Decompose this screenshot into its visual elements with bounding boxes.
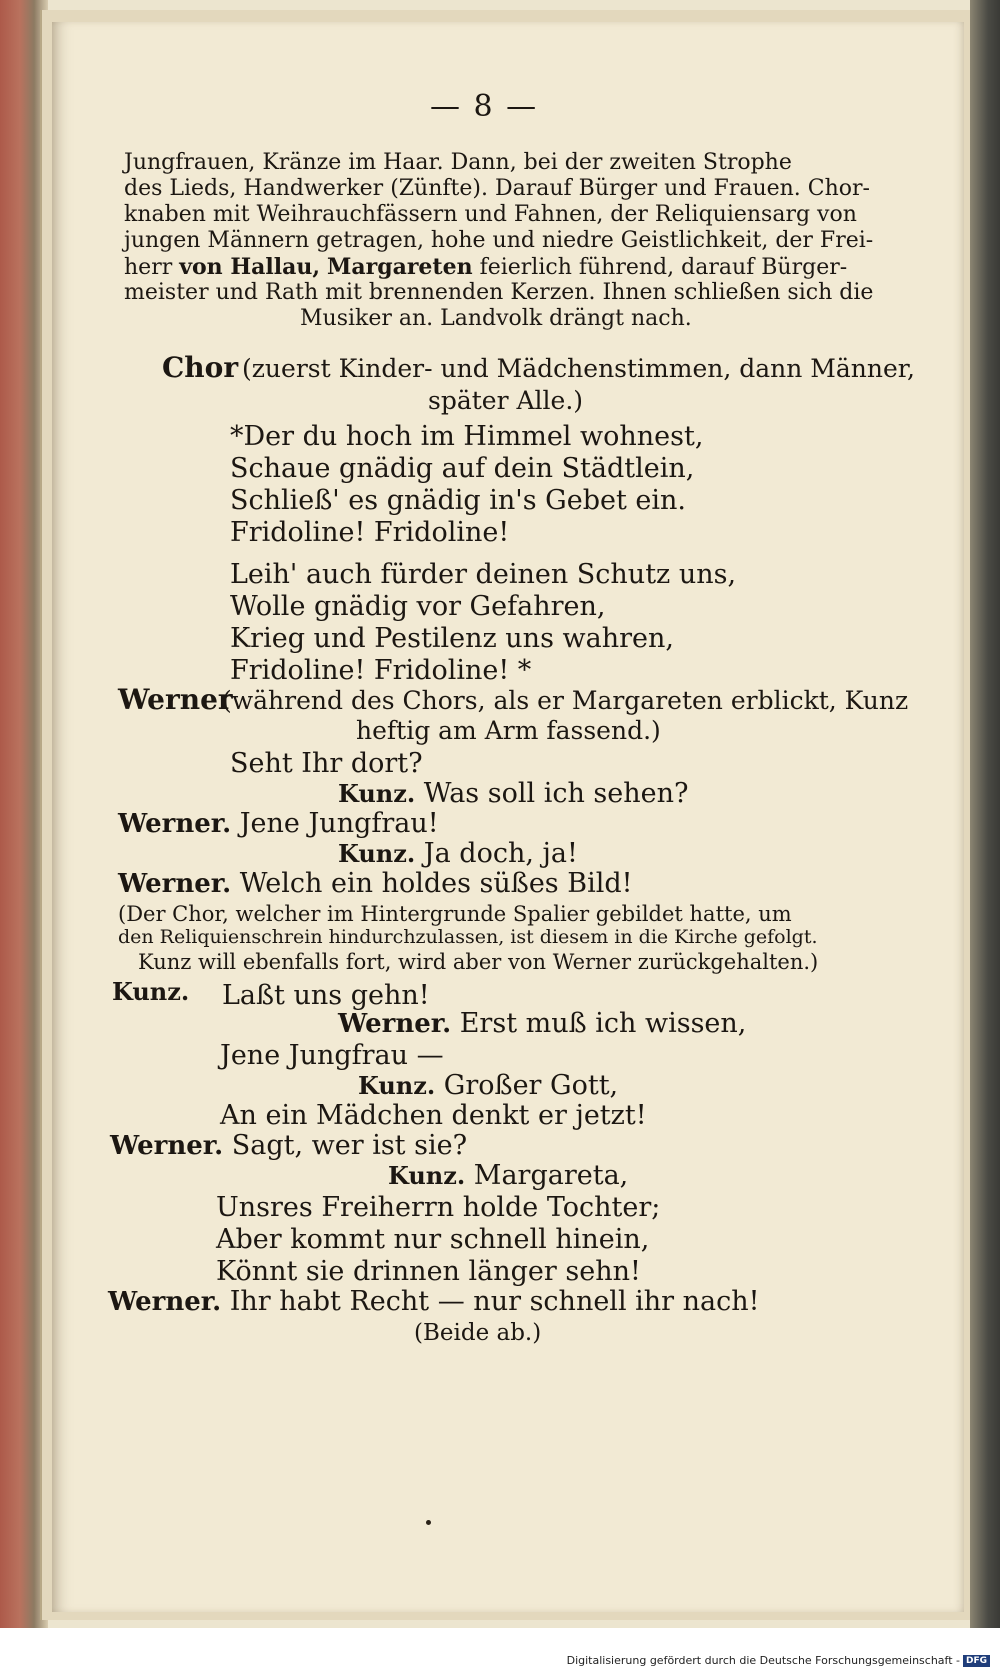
- dialogue-line: An ein Mädchen denkt er jetzt!: [220, 1100, 647, 1131]
- speaker-werner: Werner.: [118, 869, 232, 899]
- stage-direction-line: knaben mit Weihrauchfässern und Fahnen, der Reliquiensarg von: [124, 202, 857, 227]
- verse-line: Leih' auch fürder deinen Schutz uns,: [230, 559, 737, 590]
- dialogue-line: Aber kommt nur schnell hinein,: [216, 1224, 650, 1255]
- speaker-werner: Werner.: [110, 1131, 224, 1161]
- verse-line: Fridoline! Fridoline!: [230, 517, 510, 548]
- name-margareten: Margareten: [327, 254, 473, 280]
- chor-direction: (zuerst Kinder- und Mädchenstimmen, dann Männer,: [242, 354, 915, 383]
- stage-direction-exit: (Beide ab.): [414, 1320, 542, 1346]
- speaker-kunz: Kunz.: [358, 1071, 436, 1100]
- dialogue-line: Jene Jungfrau —: [220, 1040, 444, 1071]
- dialogue-line: [338, 780, 689, 807]
- stage-direction-line: den Reliquienschrein hindurchzulassen, ist diesem in die Kirche gefolgt.: [118, 926, 818, 948]
- verse-line: Schaue gnädig auf dein Städtlein,: [230, 453, 695, 484]
- speaker-werner: Werner.: [118, 809, 232, 839]
- stage-direction-line: des Lieds, Handwerker (Zünfte). Darauf Bürger und Frauen. Chor-: [124, 176, 870, 201]
- verse-line: Fridoline! Fridoline! *: [230, 655, 532, 686]
- dialogue-line: [388, 1162, 628, 1189]
- dialogue-line: Laßt uns gehn!: [222, 980, 430, 1011]
- verse-line: Schließ' es gnädig in's Gebet ein.: [230, 485, 686, 516]
- verse-line: Wolle gnädig vor Gefahren,: [230, 591, 606, 622]
- line-text: Jene Jungfrau!: [231, 808, 439, 839]
- line-text: Margareta,: [465, 1160, 629, 1191]
- speaker-chor: Chor: [162, 351, 239, 384]
- verse-line: Krieg und Pestilenz uns wahren,: [230, 623, 674, 654]
- line-text: feierlich führend, darauf Bürger-: [472, 255, 848, 280]
- line-text: Sagt, wer ist sie?: [223, 1130, 468, 1161]
- line-text: Erst muß ich wissen,: [451, 1008, 747, 1039]
- stage-direction-line: Jungfrauen, Kränze im Haar. Dann, bei der zweiten Strophe: [124, 150, 792, 175]
- werner-direction: heftig am Arm fassend.): [356, 716, 661, 745]
- line-text: herr: [124, 255, 180, 280]
- credit-text: Digitalisierung gefördert durch die Deutsche Forschungsgemeinschaft -: [566, 1654, 960, 1667]
- speaker-kunz: Kunz.: [112, 977, 190, 1006]
- dialogue-line: [108, 1288, 760, 1315]
- speaker-kunz: Kunz.: [388, 1161, 466, 1190]
- line-text: Was soll ich sehen?: [415, 778, 689, 809]
- ink-speck: [426, 1520, 431, 1525]
- stage-direction-line: jungen Männern getragen, hohe und niedre Geistlichkeit, der Frei-: [124, 228, 874, 253]
- speaker-werner: Werner.: [338, 1009, 452, 1039]
- dialogue-line: [118, 870, 633, 897]
- dialogue-line: Unsres Freiherrn holde Tochter;: [216, 1192, 661, 1223]
- scanner-edge: [970, 0, 1000, 1674]
- werner-direction: (während des Chors, als er Margareten erblickt, Kunz: [222, 686, 909, 715]
- footer-strip: [0, 1628, 1000, 1674]
- stage-direction-line: (Der Chor, welcher im Hintergrunde Spalier gebildet hatte, um: [118, 902, 792, 926]
- spacer: [320, 255, 327, 280]
- dialogue-line: [110, 1132, 467, 1159]
- stage-direction-line: meister und Rath mit brennenden Kerzen. Ihnen schließen sich die: [124, 280, 874, 305]
- line-text: Großer Gott,: [435, 1070, 619, 1101]
- speaker-werner: Werner.: [108, 1287, 222, 1317]
- stage-direction-line: Kunz will ebenfalls fort, wird aber von Werner zurückgehalten.): [138, 950, 819, 974]
- dialogue-line: [338, 1010, 746, 1037]
- dialogue-line: Könnt sie drinnen länger sehn!: [216, 1256, 641, 1287]
- dialogue-line: [358, 1072, 618, 1099]
- line-text: Welch ein holdes süßes Bild!: [231, 868, 633, 899]
- line-text: Ja doch, ja!: [415, 838, 578, 869]
- speaker-kunz: Kunz.: [338, 839, 416, 868]
- verse-line: *Der du hoch im Himmel wohnest,: [230, 421, 704, 452]
- speaker-kunz: Kunz.: [338, 779, 416, 808]
- speaker-werner: Werner: [118, 683, 233, 716]
- stage-direction-line: Musiker an. Landvolk drängt nach.: [300, 306, 692, 331]
- stage-direction-line: [124, 256, 847, 279]
- page-number: — 8 —: [430, 89, 539, 124]
- dfg-logo: DFG: [963, 1655, 990, 1667]
- dialogue-line: [118, 810, 439, 837]
- dialogue-line: [338, 840, 578, 867]
- digitization-credit: [567, 1654, 990, 1667]
- line-text: Ihr habt Recht — nur schnell ihr nach!: [221, 1286, 760, 1317]
- dialogue-line: Seht Ihr dort?: [230, 748, 423, 779]
- name-von-hallau: von Hallau,: [179, 254, 320, 280]
- chor-direction: später Alle.): [428, 386, 584, 415]
